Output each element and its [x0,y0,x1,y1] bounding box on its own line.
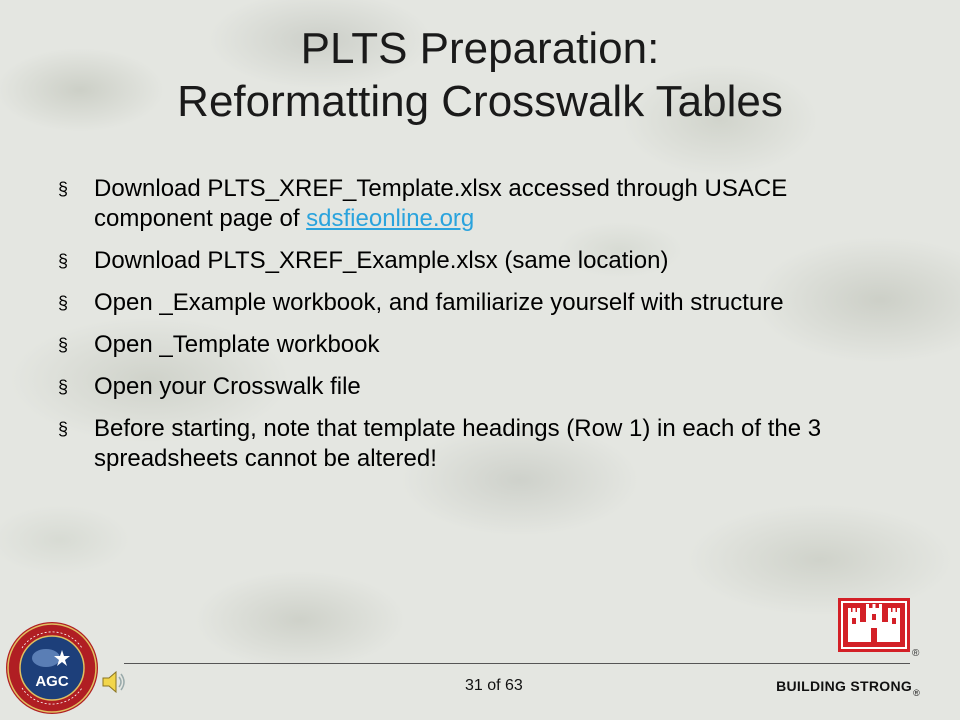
bullet-text: Open _Template workbook [94,331,380,358]
bullet-item [58,372,878,402]
brand-text: BUILDING STRONG [776,678,913,694]
bullet-text: Download PLTS_XREF_Template.xlsx accessed through USACE component page of [94,175,788,232]
bullet-text: Before starting, note that template headings (Row 1) in each of the 3 spreadsheets cannot be altered! [94,415,822,472]
bullet-item [58,174,878,234]
bullet-text: Open your Crosswalk file [94,373,361,400]
slide-title [0,22,960,128]
seal-text: AGC [35,673,69,690]
bullet-marker-icon: § [58,335,69,355]
bullet-item [58,288,878,318]
bullet-item [58,330,878,360]
brand-registered-mark: ® [913,688,920,698]
sdsfieonline-link[interactable]: sdsfieonline.org [306,205,475,232]
title-line-1: PLTS Preparation: [300,24,660,73]
speaker-icon[interactable] [100,668,128,696]
bullet-marker-icon: § [58,419,69,439]
bullet-text: Open _Example workbook, and familiarize yourself with structure [94,289,784,316]
bullet-marker-icon: § [58,377,69,397]
bullet-list [58,174,878,486]
bullet-item [58,246,878,276]
usace-castle-icon [838,598,910,652]
bullet-item [58,414,878,474]
bullet-text: Download PLTS_XREF_Example.xlsx (same location) [94,247,669,274]
bullet-marker-icon: § [58,179,69,199]
bullet-marker-icon: § [58,251,69,271]
registered-mark: ® [912,648,920,659]
footer-divider [124,663,910,664]
building-strong-brand [776,678,920,698]
page-number: 31 of 63 [465,677,523,694]
title-line-2: Reformatting Crosswalk Tables [177,77,783,126]
agc-seal-icon [4,620,100,716]
bullet-marker-icon: § [58,293,69,313]
